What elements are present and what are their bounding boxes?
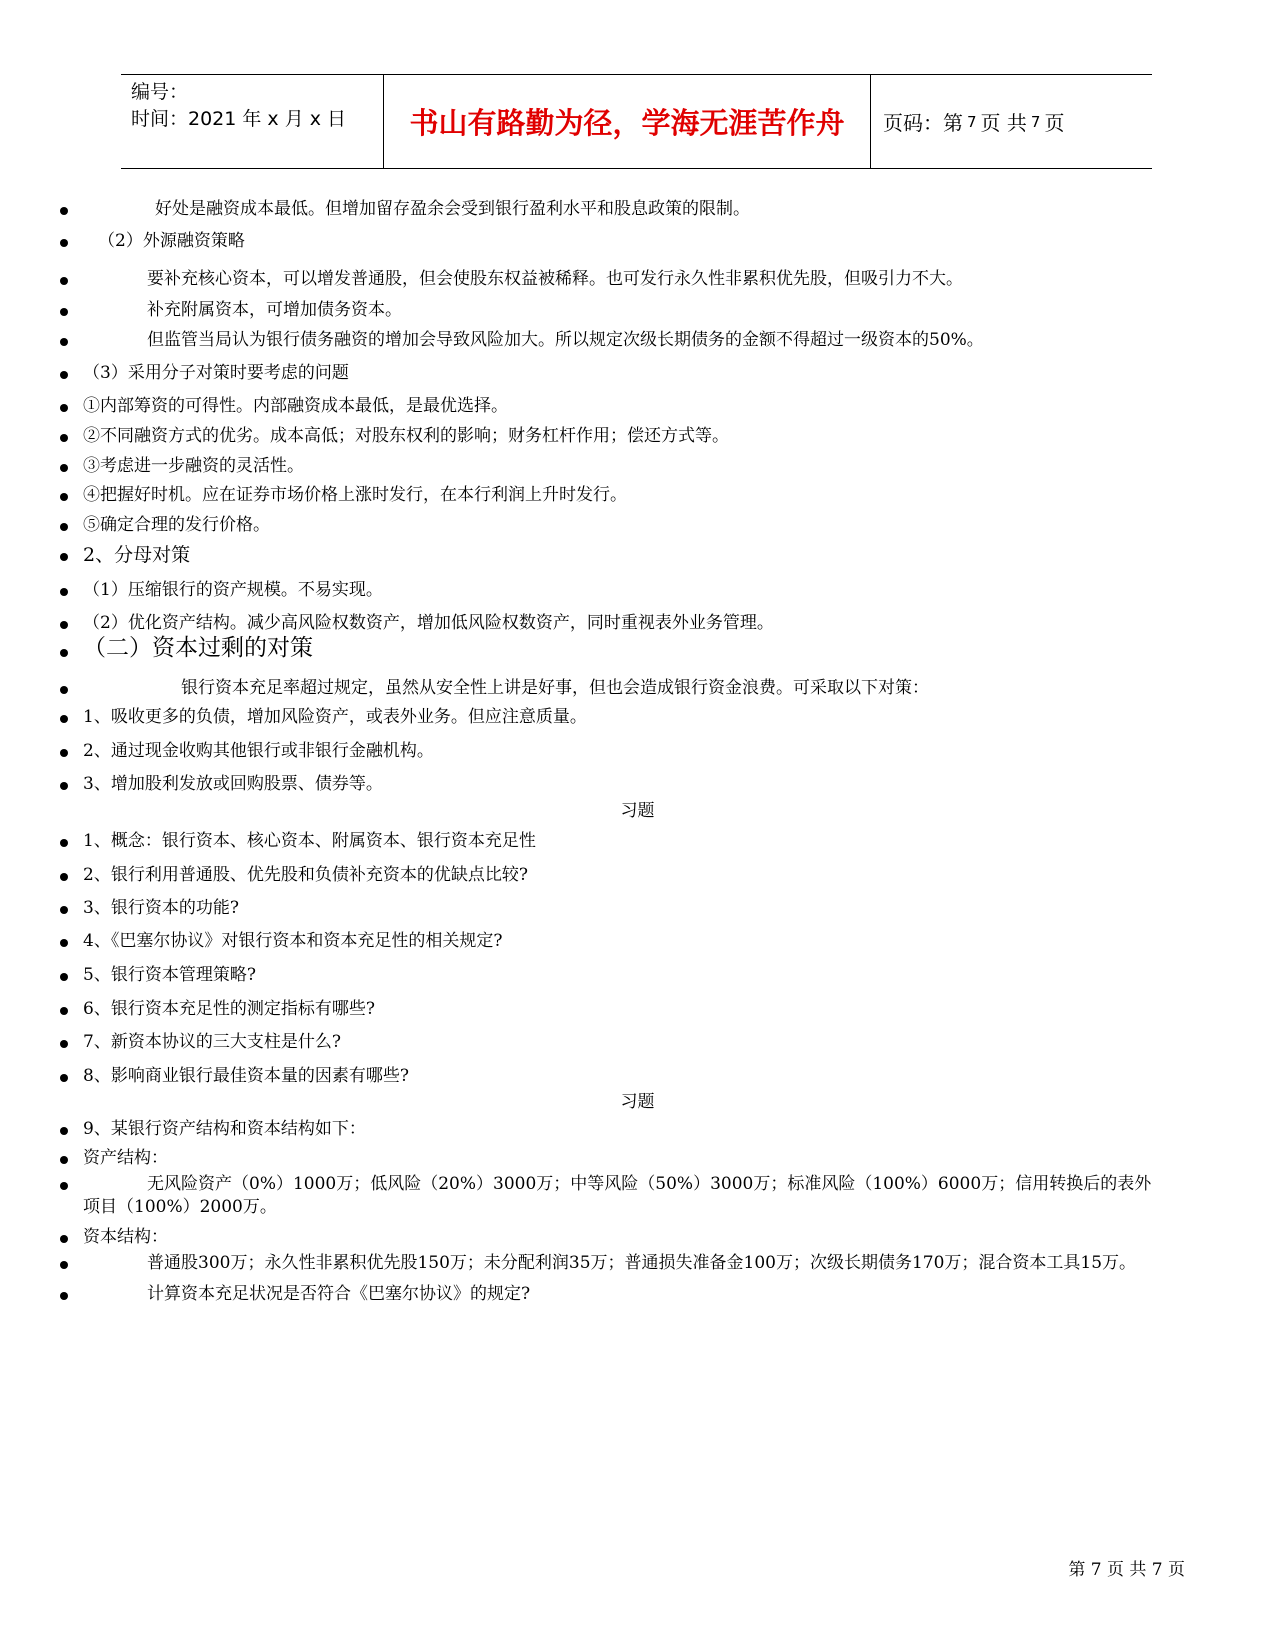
bullet-icon	[60, 649, 68, 657]
bullet-icon	[60, 404, 68, 412]
bullet-icon	[60, 1127, 68, 1135]
bullet-icon	[60, 973, 68, 981]
header-left	[131, 75, 381, 172]
header-motto: 书山有路勤为径，学海无涯苦作舟	[383, 75, 871, 168]
page-footer: 第 7 页 共 7 页	[1068, 1560, 1185, 1580]
page-header	[121, 74, 1152, 169]
bullet-icon	[60, 939, 68, 947]
bullet-icon	[60, 1261, 68, 1269]
bullet-icon	[60, 1156, 68, 1164]
bullet-icon	[60, 493, 68, 501]
bullet-icon	[60, 434, 68, 442]
bullet-icon	[60, 1074, 68, 1082]
bullet-icon	[60, 464, 68, 472]
document-number-label: 编号：	[131, 81, 189, 103]
page-suffix: 页	[1044, 111, 1065, 135]
bullet-icon	[60, 906, 68, 914]
header-page-info	[883, 75, 1143, 168]
bullet-icon	[60, 1007, 68, 1015]
bullet-icon	[60, 1292, 68, 1300]
bullet-icon	[60, 338, 68, 346]
exercise-heading: 习题	[620, 1092, 655, 1112]
page-mid: 页 共	[980, 111, 1027, 135]
bullet-icon	[60, 1235, 68, 1243]
bullet-icon	[60, 277, 68, 285]
bullet-icon	[60, 873, 68, 881]
bullet-icon	[60, 839, 68, 847]
page-total: 7	[1030, 112, 1041, 131]
bullet-icon	[60, 749, 68, 757]
bullet-icon	[60, 239, 68, 247]
page-prefix: 页码：第	[883, 111, 963, 135]
bullet-icon	[60, 523, 68, 531]
bullet-icon	[60, 588, 68, 596]
document-time-label: 时间：2021 年 x 月 x 日	[131, 108, 347, 130]
bullet-icon	[60, 686, 68, 694]
bullet-icon	[60, 207, 68, 215]
bullet-icon	[60, 715, 68, 723]
bullet-icon	[60, 553, 68, 561]
bullet-icon	[60, 371, 68, 379]
bullet-icon	[60, 1182, 68, 1190]
bullet-icon	[60, 1040, 68, 1048]
exercise-heading: 习题	[620, 801, 655, 821]
bullet-icon	[60, 621, 68, 629]
bullet-icon	[60, 782, 68, 790]
bullet-icon	[60, 308, 68, 316]
page-number: 7	[967, 112, 977, 131]
